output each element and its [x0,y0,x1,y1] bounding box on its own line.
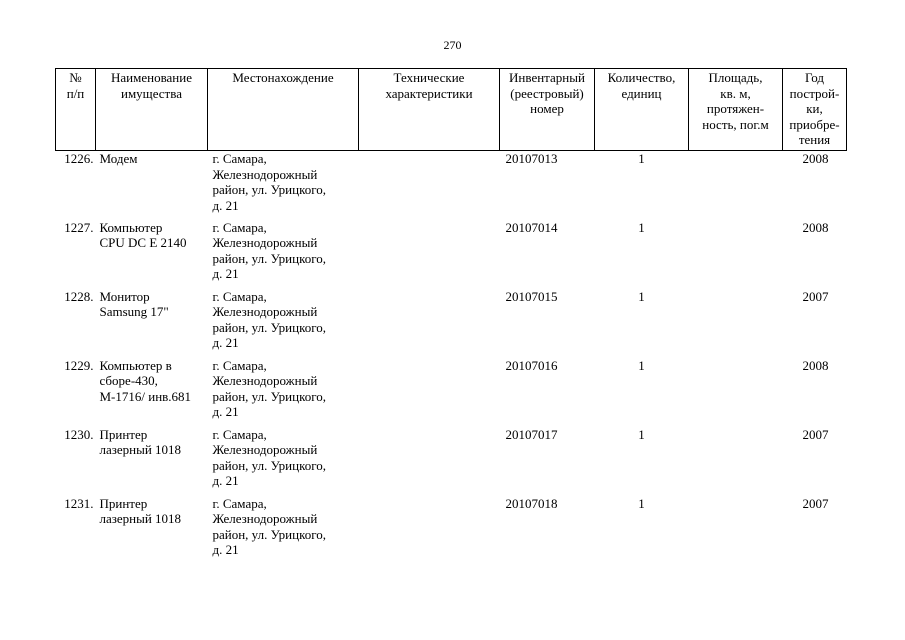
cell-quantity: 1 [638,357,645,373]
table-header-row [56,69,847,151]
cell-location: г. Самара, Железнодорожный район, ул. Урицкого, д. 21 [212,288,326,350]
cell-name: Компьютер в сборе-430, M-1716/ инв.681 [99,357,192,404]
cell-year: 2008 [802,219,829,235]
cell-no: 1227. [64,219,94,235]
table-row [56,289,847,358]
header-tech: Технические характеристики [359,69,500,151]
page-number: 270 [443,38,462,52]
cell-tech [359,427,500,496]
cell-inventory: 20107013 [505,151,558,166]
cell-quantity: 1 [638,495,645,511]
header-name: Наименование имущества [96,69,208,151]
header-area: Площадь, кв. м, протяжен- ность, пог.м [689,69,783,151]
cell-year: 2007 [802,495,829,511]
header-inventory: Инвентарный (реестровый) номер [500,69,595,151]
cell-tech [359,496,500,565]
cell-area [689,220,783,289]
cell-area [689,358,783,427]
header-year: Год построй- ки, приобре- тения [783,69,847,151]
cell-quantity: 1 [638,426,645,442]
cell-location: г. Самара, Железнодорожный район, ул. Урицкого, д. 21 [212,357,326,419]
cell-inventory: 20107016 [505,357,558,373]
table-row [56,496,847,565]
table-row [56,358,847,427]
cell-location: г. Самара, Железнодорожный район, ул. Урицкого, д. 21 [212,495,326,557]
cell-name: Монитор Samsung 17" [99,288,169,319]
cell-tech [359,289,500,358]
cell-area [689,289,783,358]
cell-year: 2008 [802,357,829,373]
table-row [56,151,847,220]
cell-no: 1230. [64,426,94,442]
cell-year: 2007 [802,288,829,304]
cell-name: Модем [99,151,138,166]
cell-tech [359,220,500,289]
cell-year: 2008 [802,151,829,166]
cell-quantity: 1 [638,151,645,166]
header-quantity: Количество, единиц [595,69,689,151]
cell-no: 1226. [64,151,94,166]
cell-area [689,496,783,565]
cell-quantity: 1 [638,219,645,235]
cell-inventory: 20107015 [505,288,558,304]
cell-no: 1228. [64,288,94,304]
cell-location: г. Самара, Железнодорожный район, ул. Урицкого, д. 21 [212,426,326,488]
header-no: № п/п [56,69,96,151]
table-row [56,220,847,289]
table-row [56,427,847,496]
cell-no: 1229. [64,357,94,373]
cell-area [689,151,783,220]
cell-area [689,427,783,496]
cell-location: г. Самара, Железнодорожный район, ул. Урицкого, д. 21 [212,151,326,213]
cell-inventory: 20107018 [505,495,558,511]
cell-location: г. Самара, Железнодорожный район, ул. Урицкого, д. 21 [212,219,326,281]
cell-name: Принтер лазерный 1018 [99,495,182,526]
cell-name: Принтер лазерный 1018 [99,426,182,457]
cell-quantity: 1 [638,288,645,304]
cell-tech [359,358,500,427]
cell-no: 1231. [64,495,94,511]
property-table [55,68,847,565]
cell-tech [359,151,500,220]
header-location: Местонахождение [208,69,359,151]
cell-inventory: 20107014 [505,219,558,235]
cell-inventory: 20107017 [505,426,558,442]
cell-name: Компьютер CPU DC E 2140 [99,219,187,250]
cell-year: 2007 [802,426,829,442]
